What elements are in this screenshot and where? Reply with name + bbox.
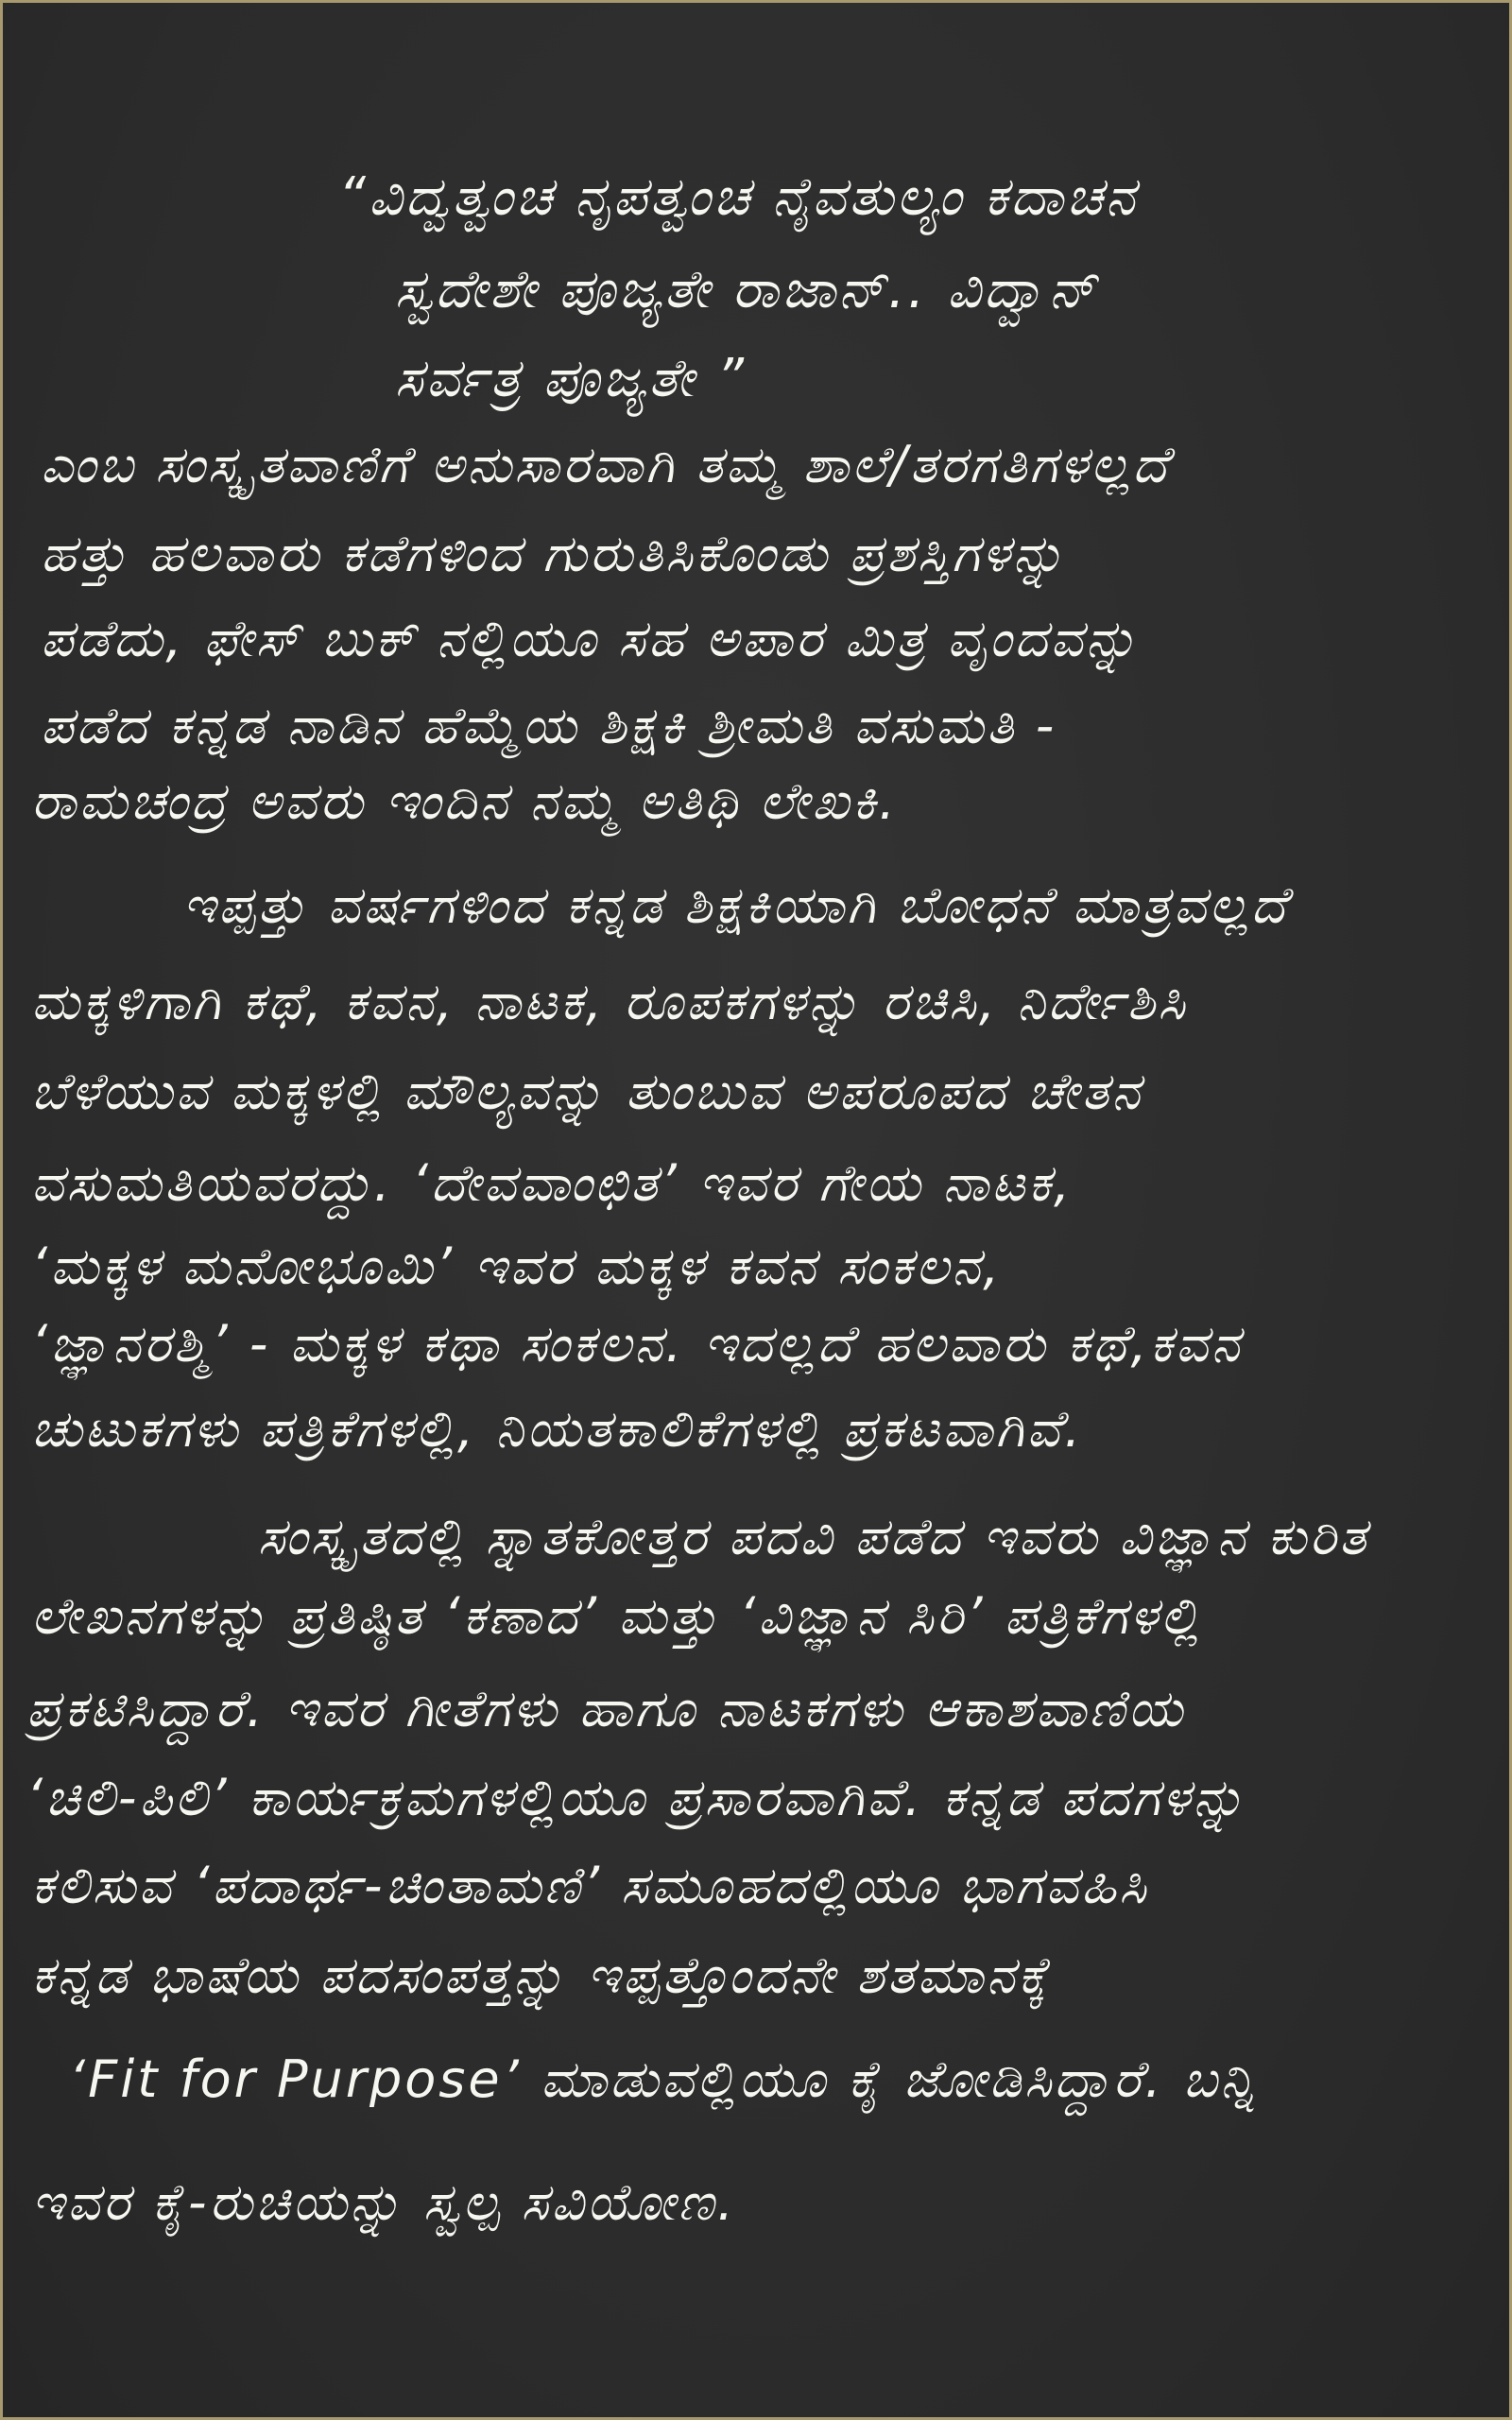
paragraph-1-line-1: ಎಂಬ ಸಂಸ್ಕೃತವಾಣಿಗೆ ಅನುಸಾರವಾಗಿ ತಮ್ಮ ಶಾಲೆ/ತರಗತಿಗಳಲ್ಲದೆ [41,435,1171,494]
paragraph-1-line-5: ರಾಮಚಂದ್ರ ಅವರು ಇಂದಿನ ನಮ್ಮ ಅತಿಥಿ ಲೇಖಕಿ. [31,771,899,831]
paragraph-1-line-3: ಪಡೆದು, ಫೇಸ್ ಬುಕ್ ನಲ್ಲಿಯೂ ಸಹ ಅಪಾರ ಮಿತ್ರ ವೃಂದವನ್ನು [41,609,1141,668]
paragraph-3-line-1: ಸಂಸ್ಕೃತದಲ್ಲಿ ಸ್ನಾತಕೋತ್ತರ ಪದವಿ ಪಡೆದ ಇವರು ವಿಜ್ಞಾನ ಕುರಿತ [258,1507,1369,1566]
paragraph-3-line-3: ಪ್ರಕಟಿಸಿದ್ದಾರೆ. ಇವರ ಗೀತೆಗಳು ಹಾಗೂ ನಾಟಕಗಳು ಆಕಾಶವಾಣಿಯ [26,1679,1186,1738]
paragraph-2-line-6: ‘ಜ್ಞಾನರಶ್ಮಿ’ - ಮಕ್ಕಳ ಕಥಾ ಸಂಕಲನ. ಇದಲ್ಲದೆ ಹಲವಾರು ಕಥೆ,ಕವನ [31,1314,1243,1374]
paragraph-2-line-4: ವಸುಮತಿಯವರದ್ದು. ‘ದೇವವಾಂಛಿತ’ ಇವರ ಗೇಯ ನಾಟಕ, [31,1153,1074,1213]
paragraph-3-line-2: ಲೇಖನಗಳನ್ನು ಪ್ರತಿಷ್ಠಿತ ‘ಕಣಾದ’ ಮತ್ತು ‘ವಿಜ್ಞಾನ ಸಿರಿ’ ಪತ್ರಿಕೆಗಳಲ್ಲಿ [31,1586,1203,1646]
paragraph-2-line-3: ಬೆಳೆಯುವ ಮಕ್ಕಳಲ್ಲಿ ಮೌಲ್ಯವನ್ನು ತುಂಬುವ ಅಪರೂಪದ ಚೇತನ [31,1062,1143,1121]
paragraph-1-line-4: ಪಡೆದ ಕನ್ನಡ ನಾಡಿನ ಹೆಮ್ಮೆಯ ಶಿಕ್ಷಕಿ ಶ್ರೀಮತಿ ವಸುಮತಿ - [41,696,1057,755]
paragraph-2-line-7: ಚುಟುಕಗಳು ಪತ್ರಿಕೆಗಳಲ್ಲಿ, ನಿಯತಕಾಲಿಕೆಗಳಲ್ಲಿ ಪ್ರಕಟವಾಗಿವೆ. [31,1399,1084,1459]
paragraph-2-line-5: ‘ಮಕ್ಕಳ ಮನೋಭೂಮಿ’ ಇವರ ಮಕ್ಕಳ ಕವನ ಸಂಕಲನ, [31,1236,1003,1296]
paragraph-2-line-2: ಮಕ್ಕಳಿಗಾಗಿ ಕಥೆ, ಕವನ, ನಾಟಕ, ರೂಪಕಗಳನ್ನು ರಚಿಸಿ, ನಿರ್ದೇಶಿಸಿ [31,972,1189,1031]
paragraph-3-line-6: ಕನ್ನಡ ಭಾಷೆಯ ಪದಸಂಪತ್ತನ್ನು ಇಪ್ಪತ್ತೊಂದನೇ ಶತಮಾನಕ್ಕೆ [31,1945,1051,2005]
verse-line-3: ಸರ್ವತ್ರ ಪೂಜ್ಯತೇ ” [395,348,747,409]
paragraph-3-line-5: ಕಲಿಸುವ ‘ಪದಾರ್ಥ-ಚಿಂತಾಮಣಿ’ ಸಮೂಹದಲ್ಲಿಯೂ ಭಾಗವಹಿಸಿ [31,1856,1149,1915]
paragraph-3-line-8: ಇವರ ಕೈ-ರುಚಿಯನ್ನು ಸ್ವಲ್ಪ ಸವಿಯೋಣ. [31,2172,737,2232]
paragraph-1-line-2: ಹತ್ತು ಹಲವಾರು ಕಡೆಗಳಿಂದ ಗುರುತಿಸಿಕೊಂಡು ಪ್ರಶಸ್ತಿಗಳನ್ನು [41,524,1068,583]
verse-line-1: “ವಿದ್ವತ್ವಂಚ ನೃಪತ್ವಂಚ ನೈವತುಲ್ಯಂ ಕದಾಚನ [338,166,1138,228]
verse-line-2: ಸ್ವದೇಶೇ ಪೂಜ್ಯತೇ ರಾಜಾನ್.. ವಿದ್ವಾನ್ [395,259,1099,320]
paragraph-2-line-1: ಇಪ್ಪತ್ತು ವರ್ಷಗಳಿಂದ ಕನ್ನಡ ಶಿಕ್ಷಕಿಯಾಗಿ ಬೋಧನೆ ಮಾತ್ರವಲ್ಲದೆ [182,875,1290,935]
paragraph-3-line-4: ‘ಚಿಲಿ-ಪಿಲಿ’ ಕಾರ್ಯಕ್ರಮಗಳಲ್ಲಿಯೂ ಪ್ರಸಾರವಾಗಿವೆ. ಕನ್ನಡ ಪದಗಳನ್ನು [26,1768,1247,1827]
paragraph-3-line-7: ‘Fit for Purpose’ ಮಾಡುವಲ್ಲಿಯೂ ಕೈ ಜೋಡಿಸಿದ್ದಾರೆ. ಬನ್ನಿ [69,2049,1259,2109]
